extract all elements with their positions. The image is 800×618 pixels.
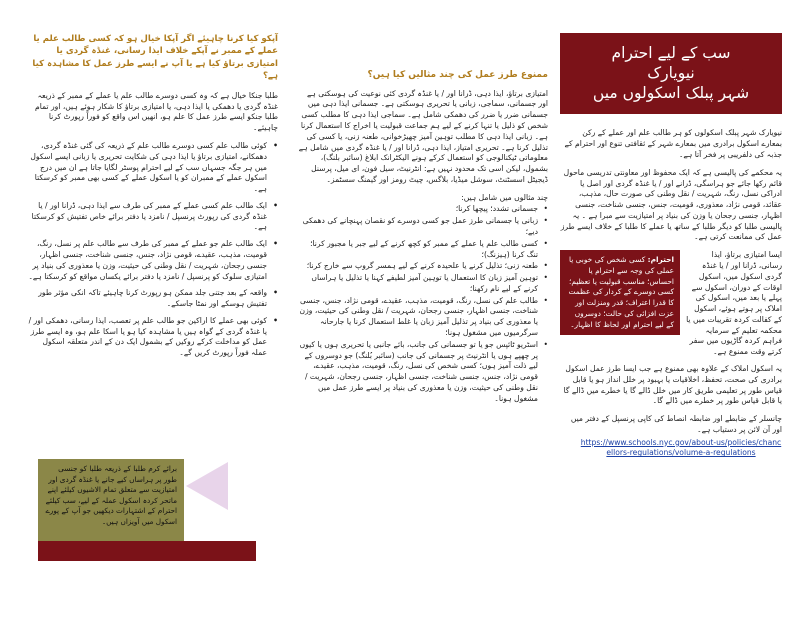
examples-list — [298, 204, 548, 404]
list-item: • جسمانی تشدد؛ پیچھا کرنا؛ — [298, 204, 548, 215]
list-item: • ایک طالب علم جو عملے کے ممبر کی طرف سے طالب علم پر نسل، رنگ، قومیت، مذہب، عقیدے، قومی نژاد، جنس، جنسی شناخت، جنسی اظہار، جنسی رجحان، شہریت / نقل وطنی کی حیثیت، وزن یا معذوری کی بنیاد پر امتیازی سلوک کو پرنسپل / نامزد یا دفتر برائے یکساں مواقع کو کرسکتا ہے۔ — [28, 239, 278, 282]
examples-intro: چند مثالوں میں شامل ہیں: — [461, 192, 548, 202]
policy-paragraph: یہ محکمے کی پالیسی ہے کہ ایک محفوظ اور معاونتی تدریسی ماحول قائم رکھا جائے جو ہراسگی، ڈرانے اور / یا غنڈہ گردی اور اصل یا ادراکی نسل، رنگ، شہریت / نقل وطنی کی صورت حال، مذہب، عقائد، قومی نژاد، معذوری، قومیت، جنس، جنسی شناخت، جنسی اظہار، جنسی رجحان یا وزن کی بنیاد پر امتیازیت سے مبرا ہے ۔ یہ پالیسی طلبا کو دیگر طلبا کے ساتھ یا عملے کا طلبا کے خلاف ایسے طرز عمل کی ممانعت کرتی ہے۔ — [560, 167, 782, 242]
title-line-1: سب کے لیے احترام — [611, 44, 731, 62]
list-item: • واقعہ کے بعد جتنی جلد ممکن ہو رپورٹ کرنا چاہیئے تاکہ انکی مؤثر طور تفتیش ہوسکے اور نمٹا جاسکے۔ — [28, 288, 278, 310]
list-item: • طالب علم کی نسل، رنگ، قومیت، مذہب، عقیدے، قومی نژاد، جنس، جنسی شناخت، جنسی اظہار، جنسی رجحان، شہریت / نقل وطنی کی حیثیت، وزن یا معذوری کی بنیاد پر تذلیل آمیز زبان یا غلط استعمال کرنا یا جارحانہ سرگرمیوں میں مشغول ہونا؛ — [298, 296, 548, 339]
poster-callout — [38, 459, 184, 541]
left-column — [28, 33, 278, 365]
reporting-list — [28, 141, 278, 359]
callout-label: احترام: — [647, 255, 674, 265]
title-banner — [560, 33, 782, 114]
list-item: • کسی طالب علم یا عملے کے ممبر کو کچھ کرنے کے لیے جبر یا مجبور کرنا؛ تنگ کرنا (ہیزنگ)؛ — [298, 239, 548, 261]
off-campus-paragraph: یہ اسکول املاک کے علاوہ بھی ممنوع ہے جب ایسا طرز عمل اسکول برادری کی صحت، تحفظ، اخلاقیات یا بہبود پر خلل انداز ہو یا قابل قیاس طور پر تعلیمی طریق کار میں خلل ڈالے گا یا خطرے میں ڈالے گا یا قابل قیاس طور پر خطرے میں ڈالے گا۔ — [563, 364, 782, 406]
right-column — [560, 33, 782, 459]
title-line-2: نیویارک — [647, 64, 695, 83]
reporting-paragraph: طلبا جنکا خیال ہے کہ وہ کسی دوسرے طالب علم یا عملے کے ممبر کے ذریعہ غنڈہ گردی یا دھمکی یا ایذا دہی، یا امتیازی برتاؤ کا شکار ہوئے ہیں، اور تمام طلبا جنکو ایسے طرز عمل کا علم ہو، انھیں اس واقع کو فوراً رپورٹ کرنا چاہیئے۔ — [35, 90, 278, 133]
wrap-block — [560, 250, 782, 358]
list-item: • طعنہ زنی؛ تذلیل کرنے یا علحیدہ کرنے کے لیے ہمسر گروپ سے خارج کرنا؛ — [298, 261, 548, 272]
list-item: • کوئی طالب علم کسی دوسرے طالب علم کے ذریعہ کی گئی غنڈہ گردی، دھمکانے، امتیازی برتاؤ یا ایذا دہی کی شکایت تحریری یا زبانی ایسے اسکول میں ہر جگہ جسہاں سب کے لیے احترام پوسٹر لگایا جاتا ہے ان میں درج اسکول عملے کے ممبران کو یا اسکول عملے کے کسی بھی ممبر کو کرسکتا ہے۔ — [28, 141, 278, 195]
callout-pointer-icon — [186, 462, 228, 510]
reporting-heading: آپکو کیا کرنا چاہیئے اگر آپکا خیال ہو کہ کسی طالب علم یا عملے کے ممبر نے آپکے خلاف ایذا رسانی، غنڈہ گردی یا امتیازی برتاؤ کیا ہے یا آپ نے ایسے طرز عمل کا مشاہدہ کیا ہے؟ — [32, 34, 278, 82]
types-paragraph: امتیازی برتاؤ، ایذا دہی، ڈرانا اور / یا غنڈہ گردی کئی نوعیت کی ہوسکتی ہے اور جسمانی، سماجی، زبانی یا تحریری ہوسکتی ہے۔ جسمانی ایذا دہی میں جسمانی ضرر یا ضرر کی دھمکی شامل ہے۔ سماجی ایذا دہی کا مطلب کسی شخص کو ذلیل یا تنہا کرنے کے لیے ہم جماعت قبولیت یا اخراج کا استعمال کرنا ہے۔ زبانی ایذا دہی کا مطلب توہین آمیز چھیڑخوانی، طعنہ زنی، یا کسی کی تذلیل کرنا ہے۔ تحریری امتیاز، ایذا دہی، ڈرانا اور / یا غنڈہ گردی میں شامل ہے معلوماتی ٹیکنالوجی کو استعمال کرکے ہونے الیکٹرانک ابلاغ (سائبر بلنگ)، بشمول، لیکن اسی تک محدود نہیں ہے: انٹرنیٹ، سیل فون، ای میل، پرسنل ڈیجیٹل اسسٹنٹ، سوشل میڈیا، بلاگس، چیٹ رومز اور گیمنگ سسٹمز۔ — [298, 88, 548, 184]
middle-column — [298, 69, 548, 405]
title-line-3: شہر پبلک اسکولوں میں — [592, 84, 750, 103]
intro-paragraph: نیویارک شہر پبلک اسکولوں کو ہر طالب علم اور عملے کے رکن بمعارے اسکول برادری میں بمعارے شہر کے ثقافتی تنوع اور احترام کے جذبہ کی دلفریبی پر فخر آتا ہے۔ — [564, 128, 782, 159]
regulations-link[interactable]: https://www.schools.nyc.gov/about-us/policies/chancellors-regulations/volume-a-regulations — [580, 437, 782, 458]
list-item: • ایک طالب علم کسی عملے کے ممبر کی طرف سے ایذا دہی، ڈرانا اور / یا غنڈہ گردی کی رپورٹ پرنسپل / نامزد یا دفتر برائے خاص تفتیش کو کرسکتا ہے۔ — [28, 201, 278, 233]
poster-callout-text: برائے کرم طلبا کے ذریعہ طلبا کو جنسی طور پر ہراساں کیے جانے یا غنڈہ گردی اور امتیازیت سے متعلق تمام الاشیوں کیلئے اپنے ماتحر کردہ اسکول عملہ کے لیے، سب کیلئے احترام کے اشتہارات دیکھیں جو آپ کے پورے اسکول میں آویزاں ہیں۔ — [45, 464, 177, 526]
regulations-paragraph: چانسلر کے ضابطے اور ضابطہ انصاط کی کاپی پرنسپل کے دفتر میں اور آن لائن پر دستیاب ہے۔ — [570, 414, 782, 434]
list-item: • کوئی بھی عملے کا اراکین جو طالب علم پر تعصب، ایذا رسانی، دھمکی اور / یا غنڈہ گردی کے گواہ ہیں یا مشاہدہ کیا ہو یا اسکا علم ہو، وہ ایسے طرز عمل کو مداخلت کرکے روکیں کے بشمول ایک دن کے اندر متعلقہ اسکول عملہ فوراً رپورٹ کریں گے۔ — [28, 316, 278, 359]
maroon-footer-bar — [38, 541, 256, 561]
list-item: • زبانی یا جسمانی طرز عمل جو کسی دوسرے کو نقصان پہنچانے کی دھمکی دیے؛ — [298, 216, 548, 238]
respect-callout — [560, 250, 680, 335]
list-item: • توہین آمیز زبان کا استعمال یا توہین آمیز لطیفے کہنا یا تذلیل یا ہراساں کرنے کے لیے نام رکھنا؛ — [298, 273, 548, 295]
callout-text: کسی شخص کی خوبی یا عملی کی وجہ سے احترام یا احساس؛ مناسب قبولیت یا تعظیم؛ کسی دوسرے کے کردار کی عظمت کا قدرا اعتراف؛ قدر ومنزلت اور عزت افزائی کی حالت؛ دوسروں کے لیے احترام اور لحاظ کا اظہار۔ — [568, 255, 674, 329]
list-item: • اسٹریو ٹائپس جو یا تو جسمانی کی جانب، بائے جانبی یا تحریری ہوں یا کیوں پر چھپے ہوں یا انٹرنیٹ پر جسمانی کی جانب (سائبر بُلنگ) جو دوسروں کے لیے ذلت آمیز ہوں؛ کسی شخص کی نسل، رنگ، قومیت، مذہب، عقیدے، قومی نژاد، جنس، جنسی شناخت، جنسی اظہار، جنسی رجحان، شہریت / نقل وطنی کی حیثیت، وزن یا معذوری کی بنیاد پر ایسے طرز عمل میں مشغول ہونا۔ — [298, 340, 548, 405]
prohibited-scope-paragraph: ایسا امتیازی برتاؤ، ایذا رسانی، ڈرانا اور / یا غنڈہ گردی اسکول میں، اسکول اوقات کے دوران، اسکول سے پہلے یا بعد میں، اسکول کی املاک پر ہوتے ہوئے، اسکول کے کفالت کردہ تقریبات میں یا محکمہ تعلیم کے سرمایہ فراہم کردہ گاڑیوں میں سفر کرتے وقت ممنوع ہے۔ — [686, 250, 782, 357]
examples-heading: ممنوع طرز عمل کی چند مثالیں کیا ہیں؟ — [367, 70, 548, 80]
